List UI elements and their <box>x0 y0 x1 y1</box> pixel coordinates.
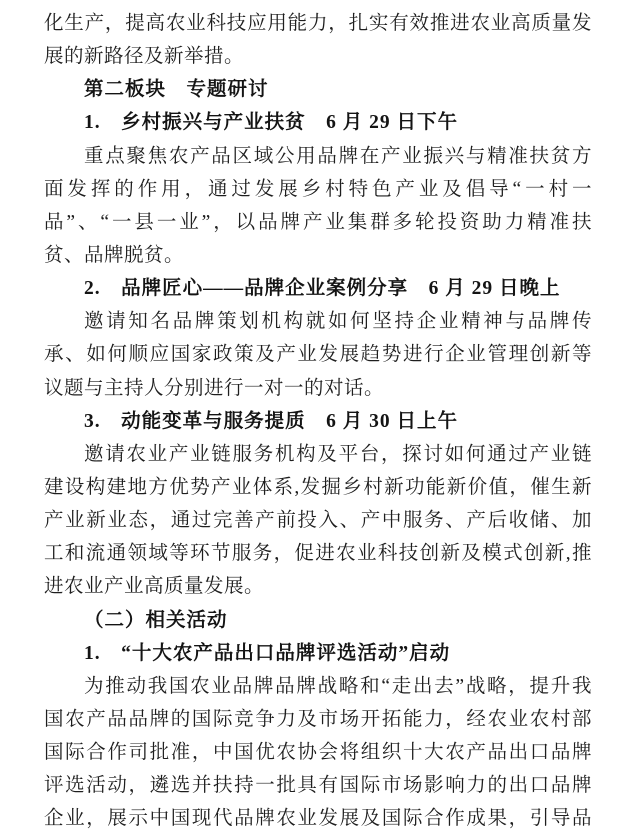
body-line: 国际合作司批准，中国优农协会将组织十大农产品出口品牌 <box>44 742 592 764</box>
heading-topic-3: 3. 动能变革与服务提质 6 月 30 日上午 <box>84 410 459 432</box>
body-line: 承、如何顺应国家政策及产业发展趋势进行企业管理创新等 <box>44 344 592 366</box>
body-line: 为推动我国农业品牌品牌战略和“走出去”战略，提升我 <box>84 675 592 697</box>
body-line: 工和流通领域等环节服务，促进农业科技创新及模式创新,推 <box>44 543 592 565</box>
body-line: 贫、品牌脱贫。 <box>44 244 185 266</box>
body-line: 国农产品品牌的国际竞争力及市场开拓能力，经农业农村部 <box>44 708 592 730</box>
heading-activity-1: 1. “十大农产品出口品牌评选活动”启动 <box>84 642 451 664</box>
body-line: 议题与主持人分别进行一对一的对话。 <box>44 377 385 399</box>
heading-section-block2: 第二板块 专题研讨 <box>84 79 269 101</box>
body-line: 品”、“一县一业”，以品牌产业集群多轮投资助力精准扶 <box>44 211 592 233</box>
body-line: 企业，展示中国现代品牌农业发展及国际合作成果，引导品 <box>44 808 592 830</box>
body-line: 化生产，提高农业科技应用能力，扎实有效推进农业高质量发 <box>44 13 592 34</box>
heading-related-activities: （二）相关活动 <box>84 609 228 631</box>
body-line: 建设构建地方优势产业体系,发掘乡村新功能新价值，催生新 <box>44 476 592 498</box>
body-line: 邀请知名品牌策划机构就如何坚持企业精神与品牌传 <box>84 311 592 333</box>
body-line: 面发挥的作用，通过发展乡村特色产业及倡导“一村一 <box>44 178 592 200</box>
body-line: 邀请农业产业链服务机构及平台，探讨如何通过产业链 <box>84 443 592 465</box>
body-line: 进农业产业高质量发展。 <box>44 576 265 598</box>
body-line: 评选活动，遴选并扶持一批具有国际市场影响力的出口品牌 <box>44 775 592 797</box>
heading-topic-1: 1. 乡村振兴与产业扶贫 6 月 29 日下午 <box>84 112 459 134</box>
document-text-block <box>44 7 592 833</box>
body-line: 重点聚焦农产品区域公用品牌在产业振兴与精准扶贫方 <box>84 145 592 167</box>
heading-topic-2: 2. 品牌匠心——品牌企业案例分享 6 月 29 日晚上 <box>84 278 561 300</box>
body-line: 展的新路径及新举措。 <box>44 46 245 68</box>
body-line: 产业新业态，通过完善产前投入、产中服务、产后收储、加 <box>44 510 592 532</box>
